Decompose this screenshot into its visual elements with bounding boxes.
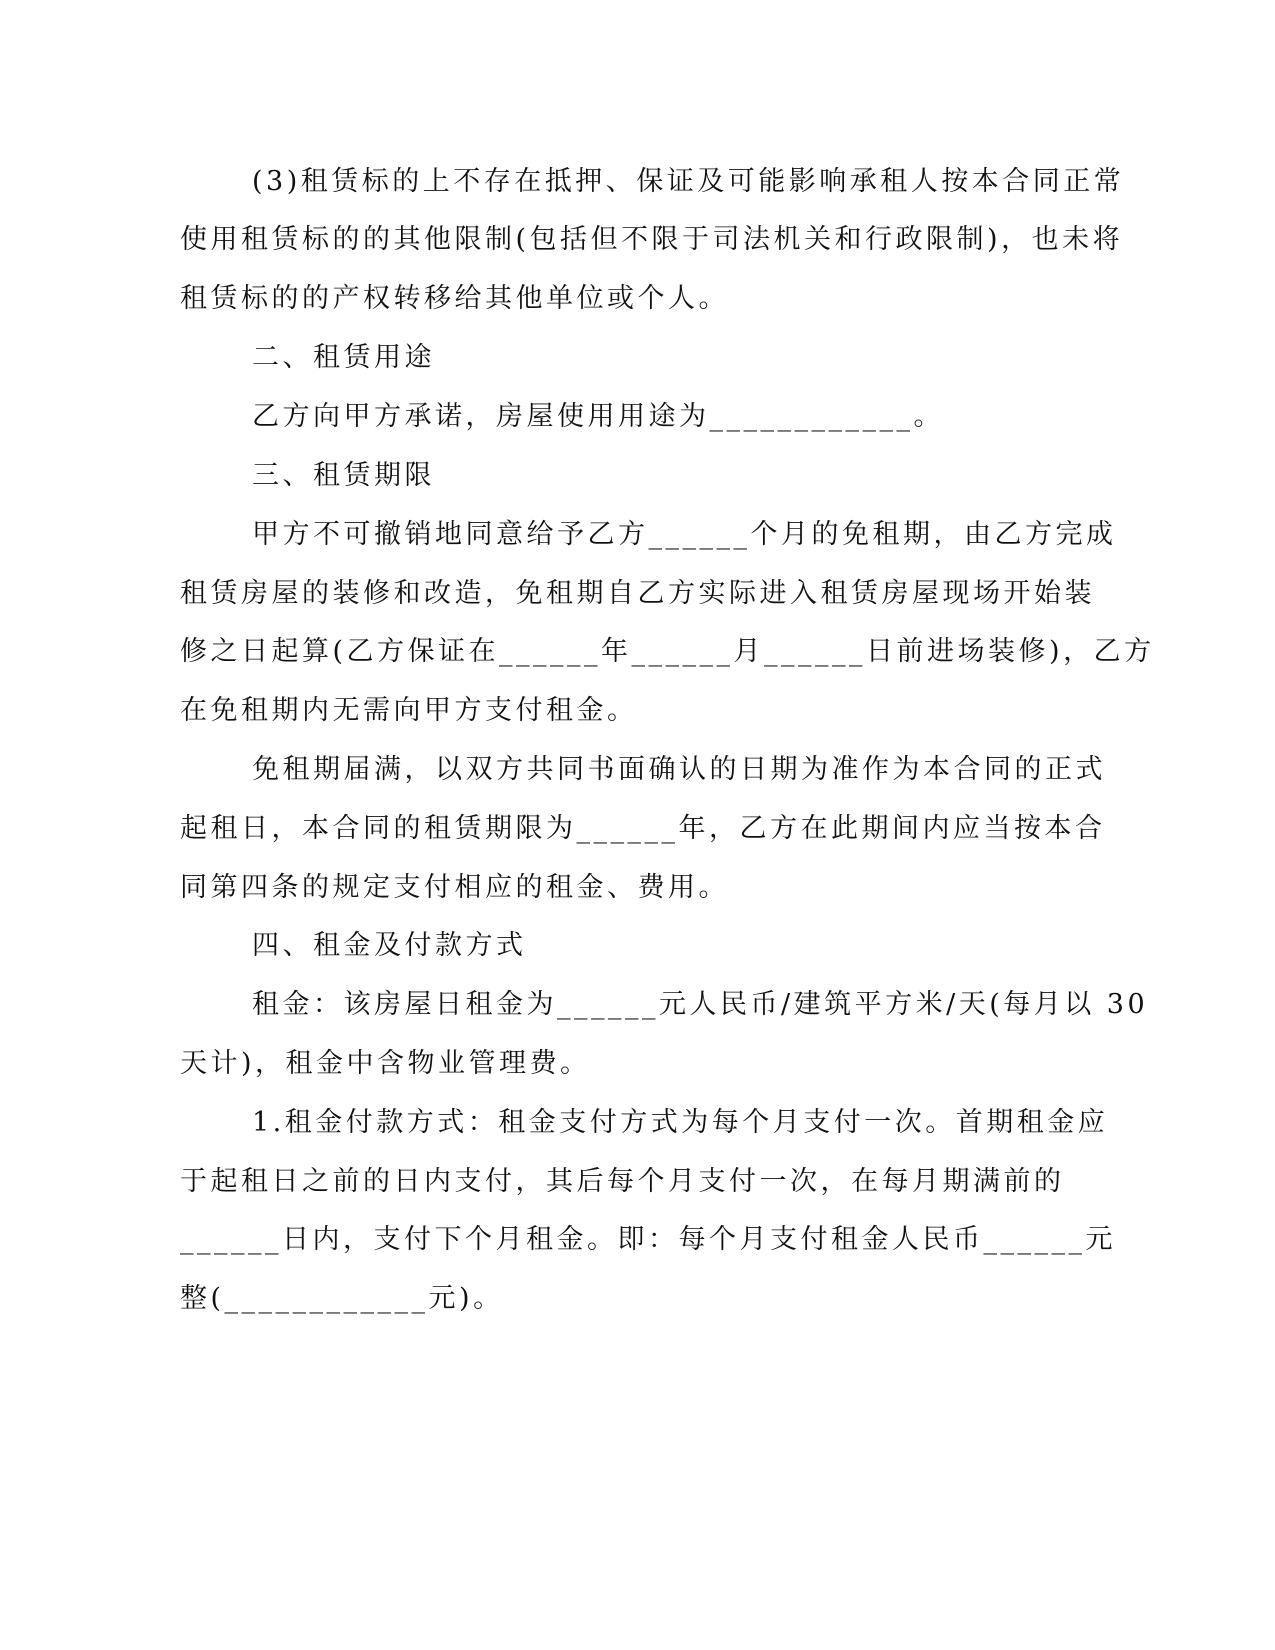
- paragraph-line: 租赁房屋的装修和改造，免租期自乙方实际进入租赁房屋现场开始装: [180, 578, 1095, 609]
- paragraph-line: 天计)，租金中含物业管理费。: [180, 1048, 591, 1079]
- section-heading: 四、租金及付款方式: [252, 930, 527, 961]
- paragraph-line: 乙方向甲方承诺，房屋使用用途为____________。: [252, 401, 944, 432]
- paragraph-line: ______日内，支付下个月租金。即：每个月支付租金人民币______元: [180, 1224, 1116, 1255]
- paragraph-line: (3)租赁标的上不存在抵押、保证及可能影响承租人按本合同正常: [252, 166, 1125, 197]
- paragraph-line: 甲方不可撤销地同意给予乙方______个月的免租期，由乙方完成: [252, 519, 1117, 550]
- paragraph-line: 1.租金付款方式：租金支付方式为每个月支付一次。首期租金应: [252, 1107, 1109, 1138]
- paragraph-line: 使用租赁标的的其他限制(包括但不限于司法机关和行政限制)，也未将: [180, 224, 1124, 255]
- paragraph-line: 在免租期内无需向甲方支付租金。: [180, 695, 638, 726]
- paragraph-line: 租金：该房屋日租金为______元人民币/建筑平方米/天(每月以 30: [252, 989, 1149, 1020]
- paragraph-line: 租赁标的的产权转移给其他单位或个人。: [180, 283, 729, 314]
- paragraph-line: 整(____________元)。: [180, 1283, 504, 1314]
- paragraph-line: 免租期届满，以双方共同书面确认的日期为准作为本合同的正式: [252, 754, 1106, 785]
- paragraph-line: 起租日，本合同的租赁期限为______年，乙方在此期间内应当按本合: [180, 813, 1106, 844]
- paragraph-line: 同第四条的规定支付相应的租金、费用。: [180, 872, 729, 903]
- section-heading: 二、租赁用途: [252, 342, 435, 373]
- paragraph-line: 修之日起算(乙方保证在______年______月______日前进场装修)，乙方: [180, 636, 1155, 667]
- paragraph-line: 于起租日之前的日内支付，其后每个月支付一次，在每月期满前的: [180, 1166, 1065, 1197]
- section-heading: 三、租赁期限: [252, 460, 435, 491]
